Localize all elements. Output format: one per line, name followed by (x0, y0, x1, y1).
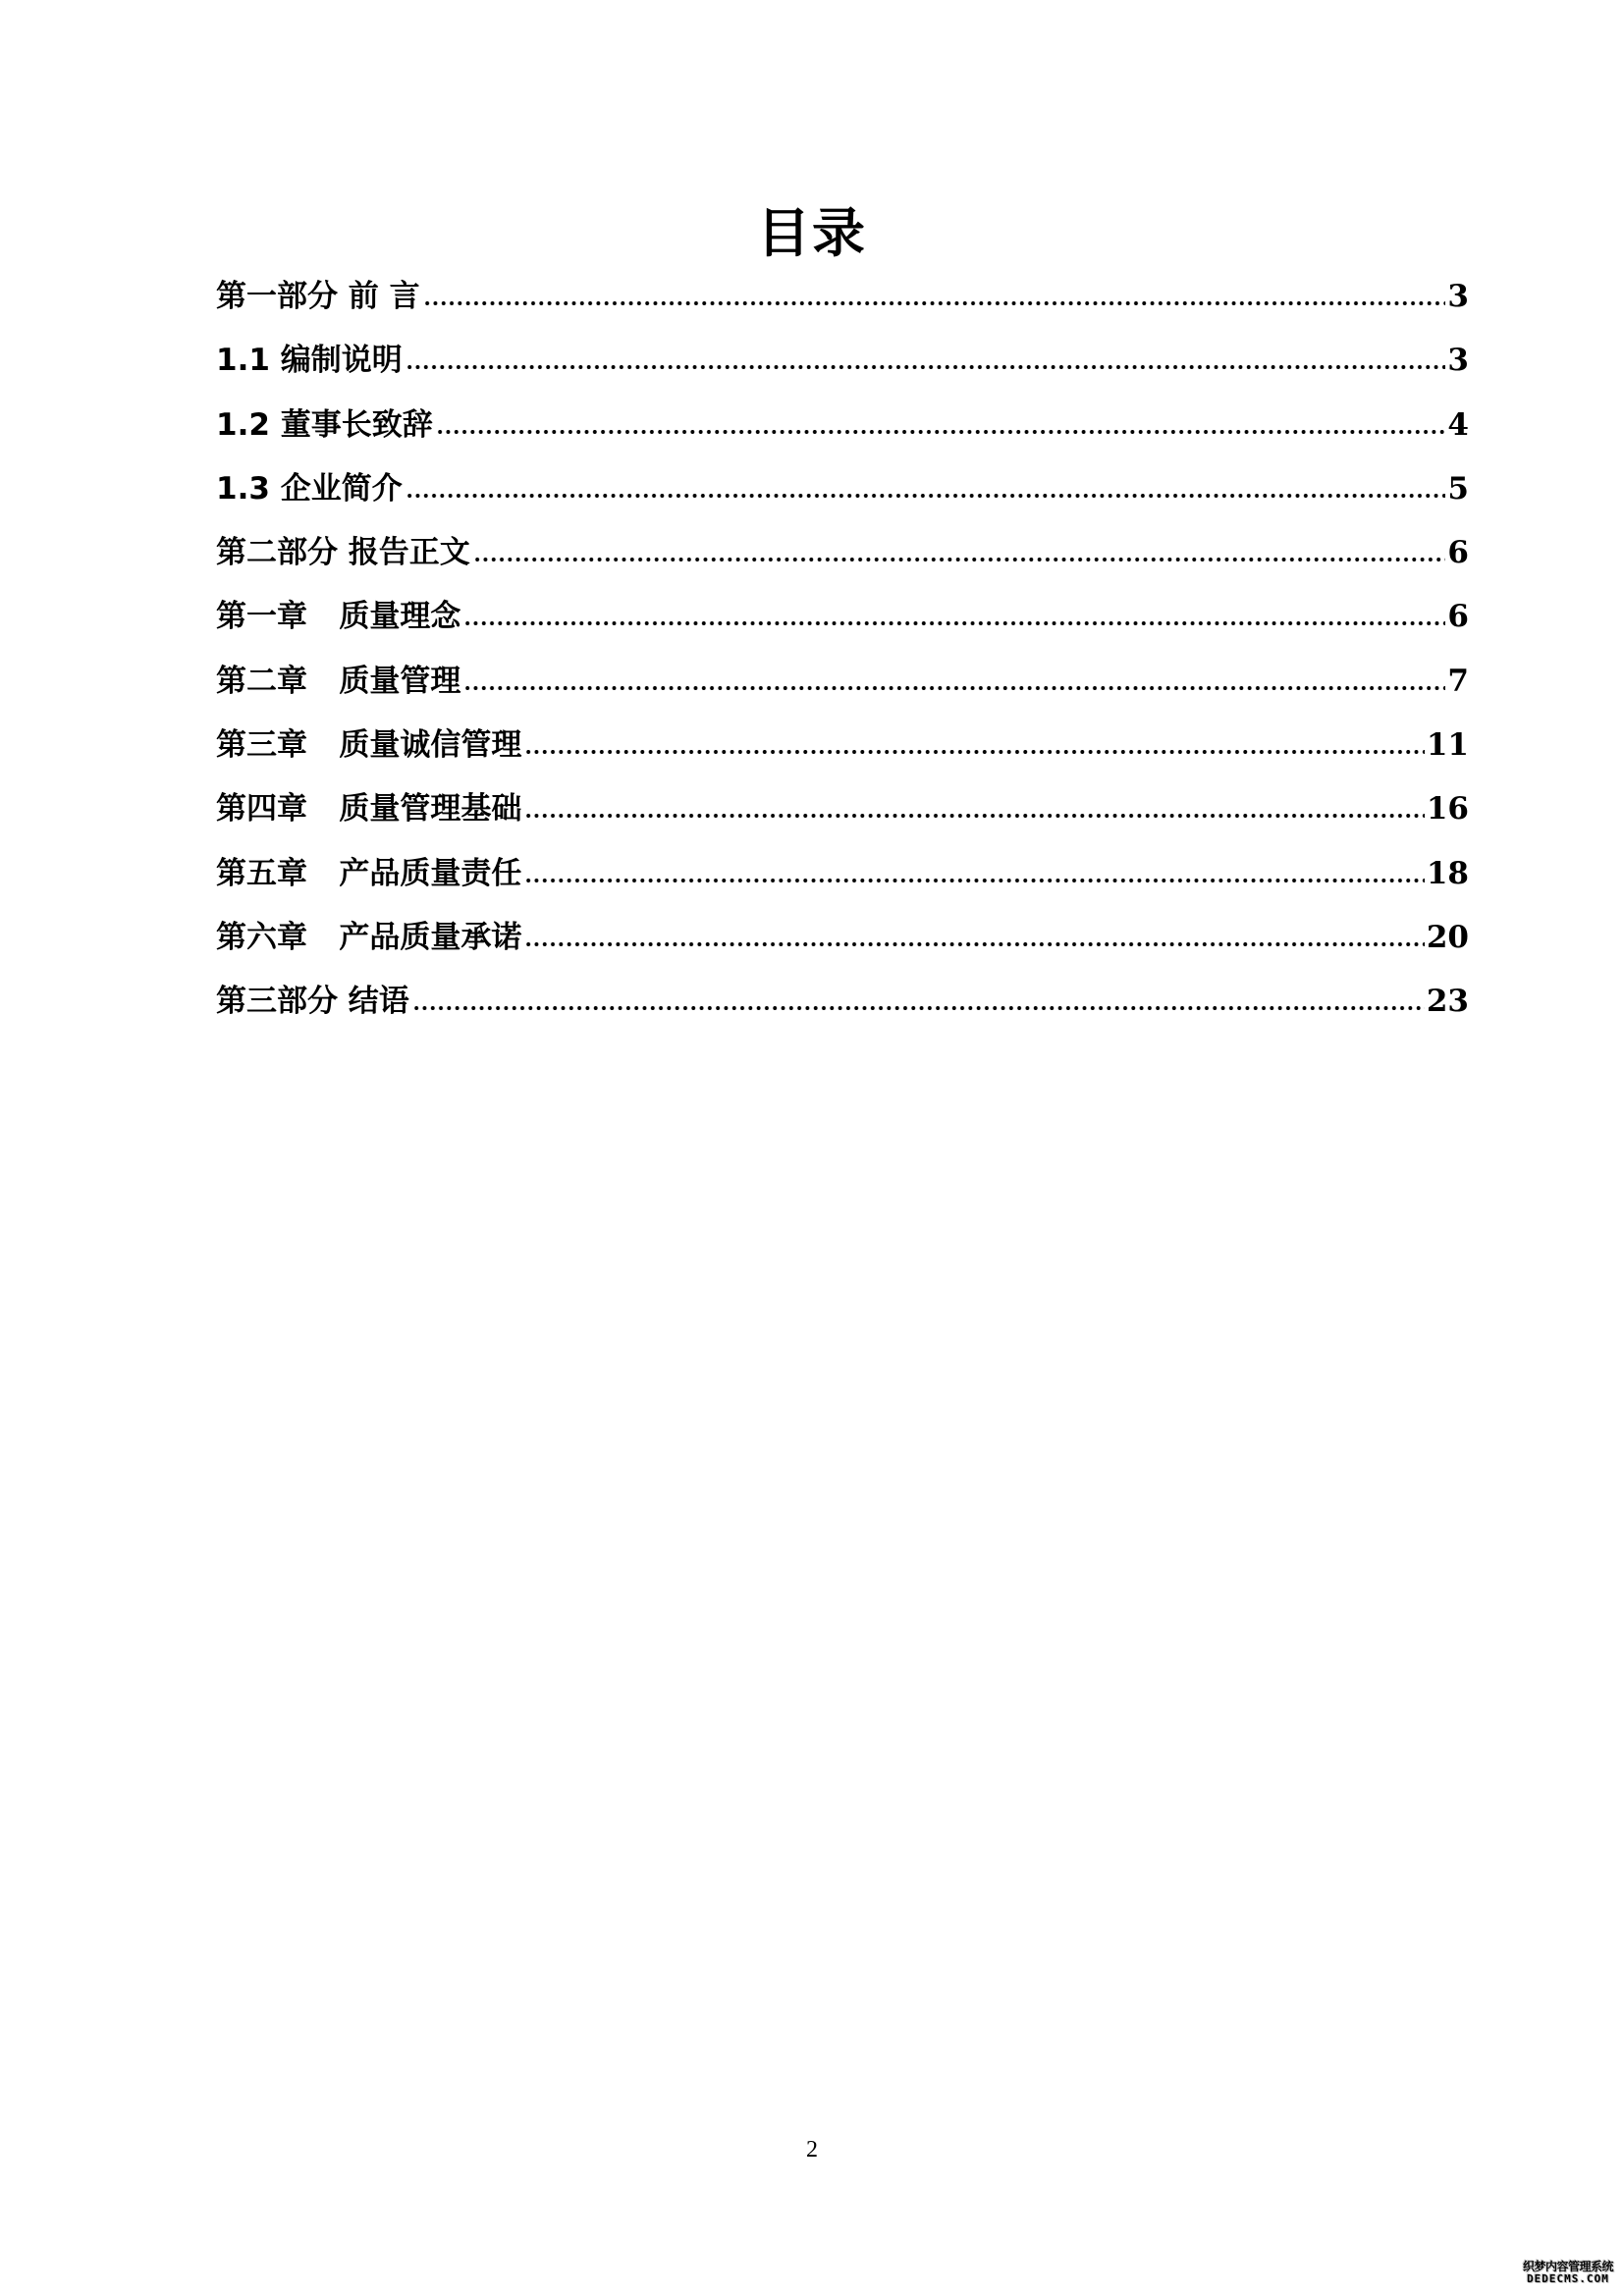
toc-entry-chapter-4[interactable] (216, 789, 1469, 853)
toc-entry-label: 1.2 董事长致辞 (216, 406, 433, 443)
toc-entry-page-number: 7 (1447, 663, 1469, 699)
toc-entry-page-number: 4 (1447, 406, 1469, 443)
dot-leader (463, 686, 1445, 690)
toc-entry-chapter-6[interactable] (216, 918, 1469, 982)
toc-entry-page-number: 18 (1426, 855, 1469, 891)
watermark-line-english: DEDECMS.COM (1527, 2272, 1609, 2285)
toc-entry-page-number: 6 (1447, 599, 1469, 635)
dot-leader (436, 430, 1446, 434)
toc-entry-part-1-preface[interactable] (216, 277, 1469, 341)
toc-entry-label: 第五章 产品质量责任 (216, 855, 522, 891)
toc-entry-label: 第三部分 结语 (216, 984, 409, 1020)
toc-entry-page-number: 3 (1447, 343, 1469, 379)
watermark-line-chinese: 织梦内容管理系统 (1522, 2260, 1613, 2273)
toc-entry-label: 1.1 编制说明 (216, 343, 403, 379)
toc-entry-label: 第二部分 报告正文 (216, 535, 470, 571)
dot-leader (473, 558, 1446, 561)
toc-entry-chapter-1[interactable] (216, 597, 1469, 661)
dot-leader (423, 301, 1446, 305)
dot-leader (406, 494, 1446, 498)
toc-entry-page-number: 6 (1447, 535, 1469, 571)
toc-entry-1-3-company-profile[interactable] (216, 469, 1469, 533)
toc-entry-chapter-3[interactable] (216, 725, 1469, 789)
dot-leader (524, 879, 1424, 882)
dot-leader (463, 621, 1445, 625)
toc-entry-chapter-2[interactable] (216, 662, 1469, 725)
toc-entry-1-2-chairman-address[interactable] (216, 405, 1469, 469)
watermark-logo (1515, 2261, 1621, 2285)
dot-leader (524, 942, 1424, 946)
toc-entry-page-number: 11 (1426, 727, 1469, 764)
dot-leader (524, 750, 1424, 754)
toc-entry-part-2-report-body[interactable] (216, 533, 1469, 597)
dot-leader (412, 1006, 1425, 1010)
toc-entry-page-number: 5 (1447, 470, 1469, 507)
dot-leader (406, 365, 1446, 369)
footer-page-number: 2 (806, 2137, 818, 2163)
toc-entry-chapter-5[interactable] (216, 854, 1469, 918)
toc-entry-page-number: 3 (1447, 279, 1469, 314)
toc-entry-label: 1.3 企业简介 (216, 470, 403, 507)
toc-entry-label: 第二章 质量管理 (216, 663, 461, 699)
toc-entry-label: 第四章 质量管理基础 (216, 791, 522, 828)
toc-entry-1-1-compilation-notes[interactable] (216, 341, 1469, 404)
toc-entry-page-number: 20 (1426, 919, 1469, 955)
toc-entry-page-number: 16 (1426, 791, 1469, 828)
toc-entry-page-number: 23 (1426, 984, 1469, 1020)
toc-entry-label: 第一部分 前 言 (216, 279, 420, 314)
dot-leader (524, 814, 1424, 818)
toc-entry-part-3-conclusion[interactable] (216, 982, 1469, 1045)
table-of-contents (216, 277, 1469, 1046)
toc-entry-label: 第六章 产品质量承诺 (216, 919, 522, 955)
toc-entry-label: 第三章 质量诚信管理 (216, 727, 522, 764)
page-title: 目录 (757, 202, 867, 264)
toc-entry-label: 第一章 质量理念 (216, 599, 461, 635)
